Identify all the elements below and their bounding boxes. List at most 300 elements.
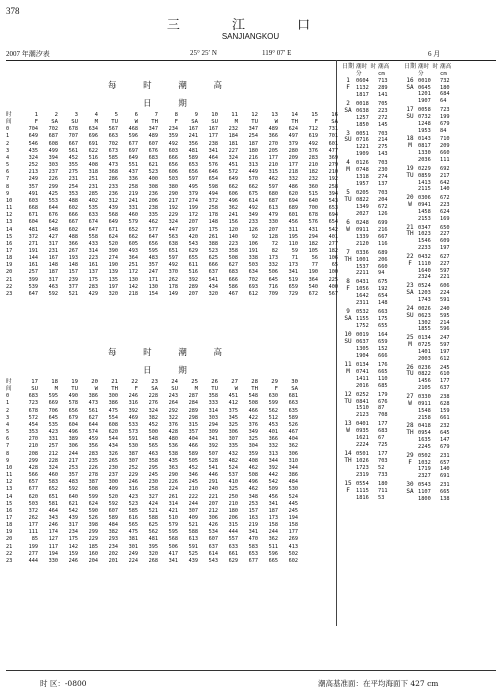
height-cell: 510 <box>168 514 178 521</box>
height-cell: 157 <box>248 507 258 514</box>
tide-height: 176 <box>378 361 388 368</box>
tide-height: 111 <box>440 156 450 163</box>
height-cell: 640 <box>68 493 78 500</box>
height-cell: 177 <box>268 154 278 161</box>
height-cell: 324 <box>168 219 178 226</box>
tide-height: 274 <box>378 174 388 181</box>
height-cell: 56 <box>311 255 318 262</box>
tide-time: 0126 <box>356 160 369 167</box>
height-cell: 254 <box>68 183 78 190</box>
tide-row <box>402 466 460 473</box>
weekday: M <box>194 386 198 393</box>
tide-time: 1330 <box>418 150 431 157</box>
height-cell: 589 <box>108 514 118 521</box>
height-cell: 567 <box>328 290 338 297</box>
height-cell: 508 <box>248 472 258 479</box>
height-cell: 427 <box>48 233 58 240</box>
height-cell: 656 <box>168 162 178 169</box>
height-cell: 290 <box>168 472 178 479</box>
height-cell: 649 <box>128 154 138 161</box>
tide-height: 655 <box>378 323 388 330</box>
height-cell: 128 <box>268 233 278 240</box>
height-cell: 422 <box>248 414 258 421</box>
height-cell: 244 <box>188 500 198 507</box>
height-cell: 492 <box>308 140 318 147</box>
hour-cell: 0 <box>6 393 10 400</box>
height-cell: 602 <box>288 557 298 564</box>
tide-height: 666 <box>378 352 388 359</box>
height-cell: 156 <box>228 219 238 226</box>
tide-height: 725 <box>378 442 388 449</box>
tide-time: 2105 <box>418 385 431 392</box>
height-cell: 662 <box>128 233 138 240</box>
height-cell: 387 <box>128 450 138 457</box>
height-cell: 583 <box>248 543 258 550</box>
hour-row <box>6 277 338 284</box>
hour-row <box>6 291 338 298</box>
hour-cell: 3 <box>6 147 10 154</box>
weekday: TH <box>406 230 414 238</box>
tide-height: 227 <box>440 260 450 267</box>
height-cell: 579 <box>168 522 178 529</box>
height-cell: 597 <box>188 176 198 183</box>
height-cell: 335 <box>148 212 158 219</box>
hour-cell: 16 <box>6 507 13 514</box>
day-number: 29 <box>406 451 414 459</box>
height-cell: 226 <box>88 464 98 471</box>
height-cell: 573 <box>128 429 138 436</box>
hour-cell: 19 <box>6 262 13 269</box>
height-cell: 707 <box>68 133 78 140</box>
height-cell: 674 <box>88 219 98 226</box>
tide-height: 214 <box>378 137 388 144</box>
tide-height: 710 <box>440 136 450 143</box>
tide-time: 0431 <box>356 279 369 286</box>
tide-height: 240 <box>440 305 450 312</box>
tide-row <box>402 290 460 297</box>
height-cell: 284 <box>188 400 198 407</box>
height-cell: 246 <box>128 393 138 400</box>
hour-row <box>6 219 338 226</box>
height-cell: 595 <box>48 393 58 400</box>
height-cell: 253 <box>68 464 78 471</box>
weekday: W <box>94 386 98 393</box>
height-cell: 175 <box>88 276 98 283</box>
weekday: SU <box>71 119 78 126</box>
hour-cell: 12 <box>6 212 13 219</box>
height-cell: 466 <box>188 443 198 450</box>
weekday: SA <box>406 83 414 91</box>
day-number: 8 <box>174 112 178 118</box>
tide-time: 1110 <box>418 260 431 267</box>
tide-height: 610 <box>440 371 450 378</box>
tide-height: 180 <box>440 84 450 91</box>
tide-time: 0604 <box>356 77 369 84</box>
height-cell: 429 <box>88 290 98 297</box>
height-cell: 701 <box>328 133 338 140</box>
hour-row <box>6 536 298 543</box>
height-cell: 644 <box>88 421 98 428</box>
high-low-left <box>340 64 398 505</box>
height-cell: 316 <box>128 400 138 407</box>
height-cell: 356 <box>188 140 198 147</box>
day-cell <box>340 376 356 383</box>
height-cell: 235 <box>88 457 98 464</box>
tide-height: 676 <box>378 398 388 405</box>
height-cell: 208 <box>28 450 38 457</box>
tide-time: 1719 <box>418 466 431 473</box>
hour-cell: 6 <box>6 436 10 443</box>
tide-row <box>340 257 398 264</box>
height-cell: 505 <box>188 457 198 464</box>
tide-time: 1855 <box>418 326 431 333</box>
tide-time: 1257 <box>356 114 369 121</box>
height-cell: 633 <box>88 212 98 219</box>
day-cell <box>340 144 356 151</box>
hour-cell: 14 <box>6 493 13 500</box>
height-cell: 678 <box>68 126 78 133</box>
hour-cell: 1 <box>6 133 10 140</box>
hour-row <box>6 284 338 291</box>
weekday: SU <box>211 119 218 126</box>
height-cell: 348 <box>248 493 258 500</box>
tide-height: 94 <box>378 270 385 277</box>
height-cell: 499 <box>48 147 58 154</box>
tide-time: 2027 <box>356 210 369 217</box>
height-cell: 362 <box>268 536 278 543</box>
height-cell: 607 <box>108 507 118 514</box>
height-cell: 192 <box>168 205 178 212</box>
height-cell: 551 <box>128 162 138 169</box>
height-cell: 535 <box>88 205 98 212</box>
height-cell: 217 <box>68 457 78 464</box>
weekday: M <box>408 341 412 349</box>
weekday: TH <box>344 255 352 263</box>
day-number: 21 <box>406 223 414 231</box>
tide-height: 672 <box>440 195 450 202</box>
height-cell: 341 <box>248 529 258 536</box>
height-cell: 546 <box>28 140 38 147</box>
hourly-grid <box>6 379 298 565</box>
tide-row <box>340 293 398 300</box>
height-cell: 286 <box>108 176 118 183</box>
height-cell: 470 <box>248 536 258 543</box>
height-cell: 341 <box>268 500 278 507</box>
height-cell: 452 <box>68 154 78 161</box>
height-cell: 543 <box>188 240 198 247</box>
height-cell: 508 <box>228 255 238 262</box>
height-cell: 649 <box>108 219 118 226</box>
height-cell: 258 <box>148 486 158 493</box>
hour-row <box>6 451 298 458</box>
height-cell: 252 <box>28 162 38 169</box>
height-cell: 401 <box>328 233 338 240</box>
height-cell: 521 <box>68 290 78 297</box>
tide-time: 0524 <box>418 283 431 290</box>
height-cell: 402 <box>88 197 98 204</box>
tide-height: 275 <box>378 144 388 151</box>
day-number: 11 <box>231 112 238 118</box>
height-cell: 303 <box>48 162 58 169</box>
height-cell: 451 <box>228 393 238 400</box>
height-cell: 314 <box>88 247 98 254</box>
height-cell: 167 <box>208 126 218 133</box>
day-number: 13 <box>344 420 352 428</box>
weekday: M <box>408 142 412 150</box>
height-cell: 309 <box>208 429 218 436</box>
height-cell: 175 <box>208 226 218 233</box>
weekday: SU <box>171 386 178 393</box>
height-cell: 245 <box>148 472 158 479</box>
height-cell: 292 <box>168 407 178 414</box>
hour-cell: 23 <box>6 290 13 297</box>
tide-row <box>402 268 460 275</box>
height-cell: 251 <box>128 262 138 269</box>
height-cell: 538 <box>168 450 178 457</box>
height-cell: 633 <box>228 543 238 550</box>
tide-row <box>402 202 460 209</box>
tide-row <box>340 108 398 115</box>
height-cell: 460 <box>48 472 58 479</box>
tide-height: 177 <box>378 421 388 428</box>
height-cell: 304 <box>248 443 258 450</box>
day-number: 28 <box>251 379 258 385</box>
height-cell: 387 <box>88 479 98 486</box>
height-cell: 213 <box>28 169 38 176</box>
tide-row <box>402 437 460 444</box>
tide-height: 699 <box>378 219 388 226</box>
height-cell: 716 <box>268 283 278 290</box>
height-cell: 283 <box>308 154 318 161</box>
height-cell: 489 <box>148 133 158 140</box>
day-cell <box>340 346 356 353</box>
day-number: 12 <box>251 112 258 118</box>
tide-time: 1907 <box>418 98 431 105</box>
hour-cell: 8 <box>6 450 10 457</box>
height-cell: 662 <box>248 183 258 190</box>
hour-cell: 6 <box>6 169 10 176</box>
height-cell: 241 <box>228 212 238 219</box>
height-cell: 274 <box>108 255 118 262</box>
hour-cell: 20 <box>6 536 13 543</box>
tide-time: 1302 <box>418 319 431 326</box>
height-cell: 568 <box>108 212 118 219</box>
height-cell: 315 <box>188 421 198 428</box>
height-cell: 408 <box>248 457 258 464</box>
height-cell: 181 <box>228 140 238 147</box>
height-cell: 148 <box>68 262 78 269</box>
height-cell: 274 <box>188 197 198 204</box>
day-number: 24 <box>406 304 414 312</box>
height-cell: 462 <box>148 219 158 226</box>
height-cell: 359 <box>248 450 258 457</box>
hour-row <box>6 162 338 169</box>
height-cell: 608 <box>48 140 58 147</box>
hour-row <box>6 436 298 443</box>
height-cell: 161 <box>88 262 98 269</box>
day-number: 3 <box>74 112 78 118</box>
height-cell: 324 <box>28 154 38 161</box>
hour-cell: 22 <box>6 550 13 557</box>
tide-time: 0143 <box>418 136 431 143</box>
height-cell: 261 <box>168 493 178 500</box>
tide-row <box>402 209 460 216</box>
height-cell: 218 <box>128 290 138 297</box>
height-cell: 324 <box>48 464 58 471</box>
tide-row <box>402 430 460 437</box>
height-cell: 312 <box>108 197 118 204</box>
weekday: W <box>346 225 350 233</box>
hour-row <box>6 191 338 198</box>
height-cell: 511 <box>268 543 278 550</box>
height-cell: 530 <box>128 443 138 450</box>
weekday: TU <box>344 397 352 405</box>
height-cell: 159 <box>68 550 78 557</box>
hour-row <box>6 494 298 501</box>
height-cell: 336 <box>128 176 138 183</box>
tide-height: 733 <box>378 471 388 478</box>
tide-height: 223 <box>378 107 388 114</box>
day-cell <box>402 466 418 473</box>
tide-height: 204 <box>378 197 388 204</box>
height-cell: 206 <box>148 197 158 204</box>
height-cell: 218 <box>288 169 298 176</box>
height-cell: 157 <box>68 269 78 276</box>
height-cell: 234 <box>168 126 178 133</box>
height-cell: 561 <box>88 407 98 414</box>
tide-height: 713 <box>378 77 388 84</box>
height-cell: 591 <box>188 543 198 550</box>
station-name: 三 江 口 <box>166 18 335 33</box>
tide-height: 660 <box>378 263 388 270</box>
height-cell: 624 <box>288 126 298 133</box>
height-cell: 291 <box>208 479 218 486</box>
height-cell: 437 <box>128 169 138 176</box>
height-cell: 401 <box>268 429 278 436</box>
weekday: SA <box>51 119 58 126</box>
tide-time: 0018 <box>356 100 369 107</box>
height-cell: 704 <box>28 126 38 133</box>
day-number: 4 <box>346 159 350 167</box>
height-cell: 238 <box>148 205 158 212</box>
hour-cell: 4 <box>6 154 10 161</box>
tide-height: 238 <box>440 393 450 400</box>
height-cell: 731 <box>328 126 338 133</box>
height-cell: 226 <box>48 176 58 183</box>
tide-time: 1115 <box>356 487 369 494</box>
tide-height: 650 <box>440 224 450 231</box>
height-cell: 234 <box>108 543 118 550</box>
time-header: 潮时 时分 <box>356 64 377 77</box>
height-cell: 139 <box>108 269 118 276</box>
tide-row <box>340 346 398 353</box>
height-cell: 245 <box>188 479 198 486</box>
weekday: F <box>408 259 412 267</box>
height-cell: 536 <box>168 443 178 450</box>
weekday: M <box>94 119 98 126</box>
hour-cell: 19 <box>6 529 13 536</box>
tide-height: 143 <box>378 151 388 158</box>
height-cell: 635 <box>288 407 298 414</box>
tide-time: 1056 <box>356 286 369 293</box>
height-cell: 481 <box>148 536 158 543</box>
hour-cell: 12 <box>6 479 13 486</box>
height-cell: 502 <box>288 550 298 557</box>
height-cell: 270 <box>268 140 278 147</box>
day-number: 25 <box>406 334 414 342</box>
tide-row <box>402 173 460 180</box>
tide-height: 231 <box>440 452 450 459</box>
height-cell: 163 <box>248 514 258 521</box>
height-cell: 240 <box>208 486 218 493</box>
weekday: TU <box>406 171 414 179</box>
tide-time: 0432 <box>418 253 431 260</box>
height-cell: 400 <box>148 176 158 183</box>
height-cell: 473 <box>88 400 98 407</box>
height-cell: 358 <box>208 393 218 400</box>
height-cell: 244 <box>268 529 278 536</box>
tide-time: 0638 <box>356 107 369 114</box>
tide-row <box>340 286 398 293</box>
height-cell: 303 <box>208 414 218 421</box>
height-cell: 452 <box>188 464 198 471</box>
tide-row <box>402 261 460 268</box>
tide-row <box>340 376 398 383</box>
height-cell: 413 <box>288 543 298 550</box>
height-cell: 172 <box>128 269 138 276</box>
height-cell: 364 <box>128 255 138 262</box>
height-cell: 689 <box>288 205 298 212</box>
height-cell: 577 <box>148 226 158 233</box>
day-cell <box>340 204 356 211</box>
height-cell: 592 <box>68 486 78 493</box>
height-cell: 653 <box>328 205 338 212</box>
height-cell: 135 <box>108 276 118 283</box>
hour-row <box>6 205 338 212</box>
time-zone: 时 区：-0800 <box>40 679 87 688</box>
height-cell: 496 <box>228 197 238 204</box>
height-cell: 158 <box>288 522 298 529</box>
height-cell: 696 <box>88 133 98 140</box>
height-cell: 398 <box>88 522 98 529</box>
day-cell <box>402 349 418 356</box>
height-cell: 613 <box>268 205 278 212</box>
height-cell: 428 <box>168 429 178 436</box>
height-cell: 237 <box>108 472 118 479</box>
height-cell: 299 <box>48 183 58 190</box>
day-number: 2 <box>54 112 58 118</box>
height-cell: 217 <box>168 197 178 204</box>
header-rule <box>6 60 496 61</box>
height-cell: 289 <box>188 283 198 290</box>
height-cell: 326 <box>108 450 118 457</box>
tide-time: 0822 <box>356 197 369 204</box>
height-cell: 333 <box>208 400 218 407</box>
tide-time: 0134 <box>418 335 431 342</box>
height-cell: 222 <box>188 493 198 500</box>
hour-label: 间 <box>6 386 12 393</box>
height-cell: 607 <box>148 140 158 147</box>
height-cell: 59 <box>291 247 298 254</box>
tide-row <box>402 85 460 92</box>
height-cell: 210 <box>28 443 38 450</box>
height-cell: 595 <box>168 529 178 536</box>
height-cell: 649 <box>228 176 238 183</box>
height-cell: 541 <box>208 276 218 283</box>
high-low-header <box>402 64 460 78</box>
hour-cell: 18 <box>6 522 13 529</box>
tide-row <box>340 264 398 271</box>
